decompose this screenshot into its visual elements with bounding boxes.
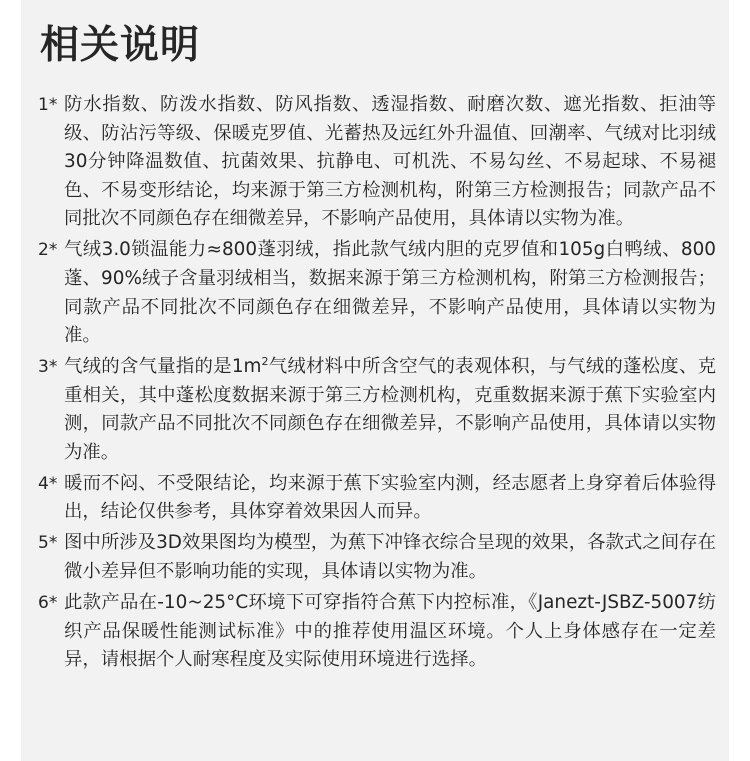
note-marker: 3* (38, 357, 58, 378)
note-text: 图中所涉及3D效果图均为模型，为蕉下冲锋衣综合呈现的效果，各款式之间存在微小差异但不影响功能的实现，具体请以实物为准。 (64, 532, 716, 583)
page-title: 相关说明 (40, 23, 201, 68)
note-text: 气绒3.0锁温能力≈800蓬羽绒，指此款气绒内胆的克罗值和105g白鸭绒、800蓬、90%绒子含量羽绒相当，数据来源于第三方检测机构，附第三方检测报告；同款产品不同批次不同颜色存在细微差异，不影响产品使用，具体请以实物为准。 (64, 239, 716, 347)
note-item-3 (34, 353, 716, 467)
note-text-start: 气绒的含气量指的是1m (64, 356, 262, 378)
note-marker: 2* (38, 240, 58, 261)
note-marker: 4* (38, 473, 58, 494)
note-text: 暖而不闷、不受限结论，均来源于蕉下实验室内测，经志愿者上身穿着后体验得出，结论仅供参考，具体穿着效果因人而异。 (64, 472, 716, 523)
note-marker: 1* (38, 95, 58, 115)
note-marker: 6* (38, 593, 58, 614)
notes-list (34, 91, 716, 677)
note-item-5 (34, 529, 716, 586)
superscript-exponent: 2 (261, 355, 269, 368)
note-item-1 (34, 91, 716, 234)
note-text: 此款产品在-10~25°C环境下可穿指符合蕉下内控标准，《Janezt-JSBZ-5007纺织产品保暖性能测试标准》中的推荐使用温区环境。个人上身体感存在一定差异，请根据个人耐寒程度及实际使用环境进行选择。 (64, 592, 716, 671)
note-item-6 (34, 589, 716, 675)
note-item-4 (34, 470, 716, 527)
note-text-end: 气绒材料中所含空气的表观体积，与气绒的蓬松度、克重相关，其中蓬松度数据来源于第三方检测机构，克重数据来源于蕉下实验室内测，同款产品不同批次不同颜色存在细微差异，不影响产品使用，具体请以实物为准。 (64, 356, 716, 463)
note-item-2 (34, 236, 716, 350)
note-marker: 5* (38, 533, 58, 554)
note-text: 防水指数、防泼水指数、防风指数、透湿指数、耐磨次数、遮光指数、拒油等级、防沾污等级、保暖克罗值、光蓄热及远红外升温值、回潮率、气绒对比羽绒30分钟降温数值、抗菌效果、抗静电、可机洗、不易勾丝、不易起球、不易褪色、不易变形结论，均来源于第三方检测机构，附第三方检测报告；同款产品不同批次不同颜色存在细微差异，不影响产品使用，具体请以实物为准。 (64, 94, 716, 230)
